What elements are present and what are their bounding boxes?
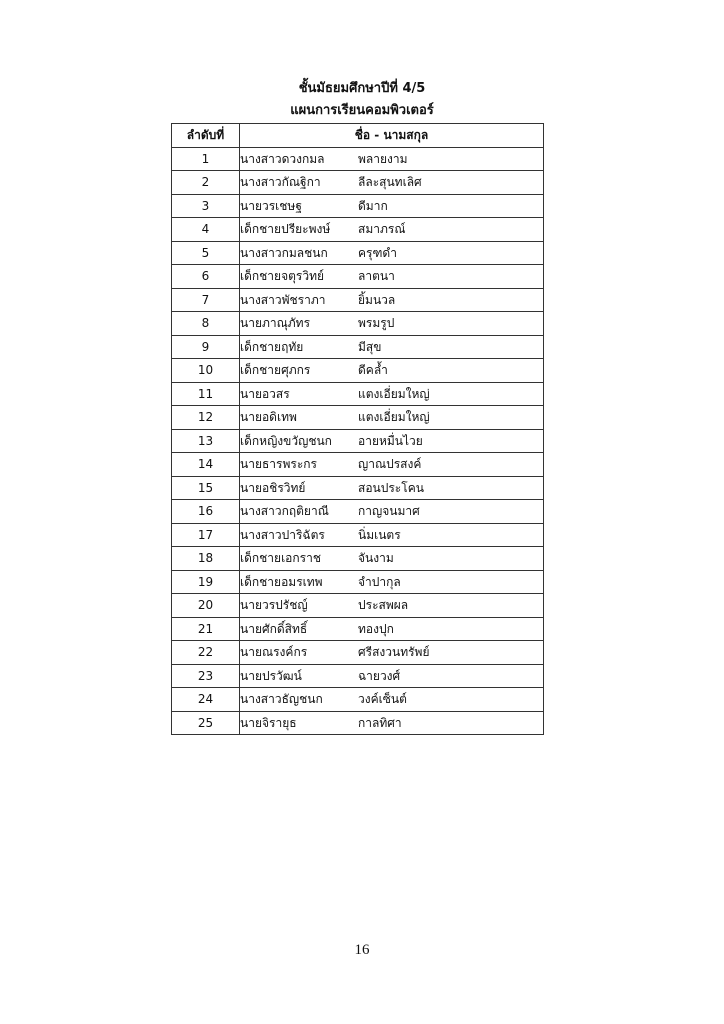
student-last-name: วงค์เซ็นต์ <box>358 692 407 707</box>
student-last-name: ประสพผล <box>358 598 409 613</box>
student-name-cell <box>240 171 544 195</box>
student-first-name: เด็กชายเอกราช <box>240 551 321 566</box>
student-first-name: นายภาณุภัทร <box>240 316 311 331</box>
student-first-name: นายศักดิ์สิทธิ์ <box>240 621 308 636</box>
row-number: 14 <box>172 453 240 477</box>
table-row <box>172 617 544 641</box>
row-number: 1 <box>172 147 240 171</box>
student-last-name: มีสุข <box>358 339 382 354</box>
student-first-name: นางสาวปาริฉัตร <box>240 527 325 542</box>
student-name-cell <box>240 523 544 547</box>
page-number: 16 <box>354 942 370 958</box>
student-first-name: นายอชิรวิทย์ <box>240 480 306 495</box>
table-row <box>172 688 544 712</box>
class-level-heading: ชั้นมัธยมศึกษาปีที่ 4/5 <box>298 81 426 96</box>
student-name-cell <box>240 241 544 265</box>
name-column-header: ชื่อ - นามสกุล <box>240 124 544 148</box>
student-first-name: นางสาวกฤติยาณี <box>240 504 329 519</box>
student-name-cell <box>240 664 544 688</box>
student-last-name: สอนประโคน <box>358 480 424 495</box>
student-last-name: จำปากุล <box>358 574 401 589</box>
row-number: 5 <box>172 241 240 265</box>
student-first-name: นายวรปรัชญ์ <box>240 598 308 613</box>
table-row <box>172 265 544 289</box>
row-number: 16 <box>172 500 240 524</box>
student-name-cell <box>240 359 544 383</box>
table-header-row <box>172 124 544 148</box>
student-first-name: เด็กหญิงขวัญชนก <box>240 433 332 448</box>
row-number: 23 <box>172 664 240 688</box>
table-row <box>172 335 544 359</box>
student-first-name: นายจิรายุธ <box>240 715 297 730</box>
student-first-name: เด็กชายฤทัย <box>240 339 304 354</box>
student-last-name: นิ่มเนตร <box>358 527 401 542</box>
table-row <box>172 547 544 571</box>
student-last-name: พลายงาม <box>358 151 408 166</box>
student-name-cell <box>240 500 544 524</box>
student-last-name: ฉายวงศ์ <box>358 668 401 683</box>
student-name-cell <box>240 570 544 594</box>
student-last-name: กาญจนมาศ <box>358 504 420 519</box>
table-row <box>172 476 544 500</box>
student-last-name: สมาภรณ์ <box>358 222 406 237</box>
row-number: 6 <box>172 265 240 289</box>
student-name-cell <box>240 382 544 406</box>
student-name-cell <box>240 406 544 430</box>
table-row <box>172 453 544 477</box>
table-row <box>172 711 544 735</box>
student-name-cell <box>240 547 544 571</box>
student-first-name: เด็กชายปรียะพงษ์ <box>240 222 331 237</box>
row-number: 12 <box>172 406 240 430</box>
student-name-cell <box>240 617 544 641</box>
student-first-name: นางสาวพัชราภา <box>240 292 326 307</box>
student-last-name: จันงาม <box>358 551 394 566</box>
student-first-name: นายวรเชษฐ <box>240 198 302 213</box>
table-row <box>172 500 544 524</box>
student-name-cell <box>240 312 544 336</box>
student-name-cell <box>240 711 544 735</box>
row-number: 19 <box>172 570 240 594</box>
row-number: 4 <box>172 218 240 242</box>
student-last-name: แตงเอี่ยมใหญ่ <box>358 410 430 425</box>
row-number: 21 <box>172 617 240 641</box>
student-name-cell <box>240 641 544 665</box>
row-number: 24 <box>172 688 240 712</box>
row-number: 9 <box>172 335 240 359</box>
row-number: 15 <box>172 476 240 500</box>
table-row <box>172 406 544 430</box>
row-number: 18 <box>172 547 240 571</box>
study-plan-heading: แผนการเรียนคอมพิวเตอร์ <box>290 103 434 118</box>
student-name-cell <box>240 265 544 289</box>
student-last-name: กาลทิศา <box>358 715 402 730</box>
student-first-name: นายอวสร <box>240 386 290 401</box>
student-name-cell <box>240 335 544 359</box>
row-number: 13 <box>172 429 240 453</box>
row-number: 22 <box>172 641 240 665</box>
student-last-name: ลาตนา <box>358 269 395 284</box>
row-number: 17 <box>172 523 240 547</box>
student-last-name: ศรีสงวนทรัพย์ <box>358 645 430 660</box>
student-name-cell <box>240 688 544 712</box>
student-last-name: ยิ้มนวล <box>358 292 396 307</box>
student-last-name: ดีมาก <box>358 198 388 213</box>
number-column-header: ลำดับที่ <box>172 124 240 148</box>
student-name-cell <box>240 194 544 218</box>
student-name-cell <box>240 429 544 453</box>
student-roster-table <box>171 123 544 735</box>
row-number: 20 <box>172 594 240 618</box>
student-name-cell <box>240 476 544 500</box>
student-name-cell <box>240 147 544 171</box>
student-first-name: เด็กชายอมรเทพ <box>240 574 323 589</box>
student-first-name: เด็กชายศุภกร <box>240 363 311 378</box>
table-row <box>172 288 544 312</box>
row-number: 3 <box>172 194 240 218</box>
student-last-name: ครุฑดำ <box>358 245 397 260</box>
table-row <box>172 194 544 218</box>
student-first-name: นายณรงค์กร <box>240 645 308 660</box>
student-last-name: ดีคล้ำ <box>358 363 388 378</box>
table-row <box>172 218 544 242</box>
student-last-name: แตงเอี่ยมใหญ่ <box>358 386 430 401</box>
student-last-name: พรมรูป <box>358 316 395 331</box>
table-row <box>172 594 544 618</box>
table-row <box>172 641 544 665</box>
table-row <box>172 523 544 547</box>
table-row <box>172 570 544 594</box>
table-row <box>172 429 544 453</box>
row-number: 2 <box>172 171 240 195</box>
student-first-name: นายธารพระกร <box>240 457 317 472</box>
student-first-name: นายอดิเทพ <box>240 410 297 425</box>
student-first-name: นางสาวดวงกมล <box>240 151 325 166</box>
table-row <box>172 241 544 265</box>
student-name-cell <box>240 594 544 618</box>
student-last-name: ลีละสุนทเลิศ <box>358 175 422 190</box>
student-first-name: เด็กชายจตุรวิทย์ <box>240 269 325 284</box>
student-first-name: นางสาวกมลชนก <box>240 245 328 260</box>
student-name-cell <box>240 218 544 242</box>
table-row <box>172 382 544 406</box>
student-first-name: นางสาวกัณฐิกา <box>240 175 321 190</box>
row-number: 11 <box>172 382 240 406</box>
roster-body <box>172 147 544 735</box>
row-number: 7 <box>172 288 240 312</box>
student-last-name: ทองปุก <box>358 621 394 636</box>
table-row <box>172 171 544 195</box>
table-row <box>172 359 544 383</box>
student-name-cell <box>240 453 544 477</box>
row-number: 10 <box>172 359 240 383</box>
student-first-name: นายปรวัฒน์ <box>240 668 302 683</box>
row-number: 8 <box>172 312 240 336</box>
row-number: 25 <box>172 711 240 735</box>
table-row <box>172 312 544 336</box>
student-last-name: ญาณปรสงค์ <box>358 457 422 472</box>
table-row <box>172 147 544 171</box>
student-last-name: อายหมื่นไวย <box>358 433 423 448</box>
student-name-cell <box>240 288 544 312</box>
table-row <box>172 664 544 688</box>
student-first-name: นางสาวธัญชนก <box>240 692 323 707</box>
